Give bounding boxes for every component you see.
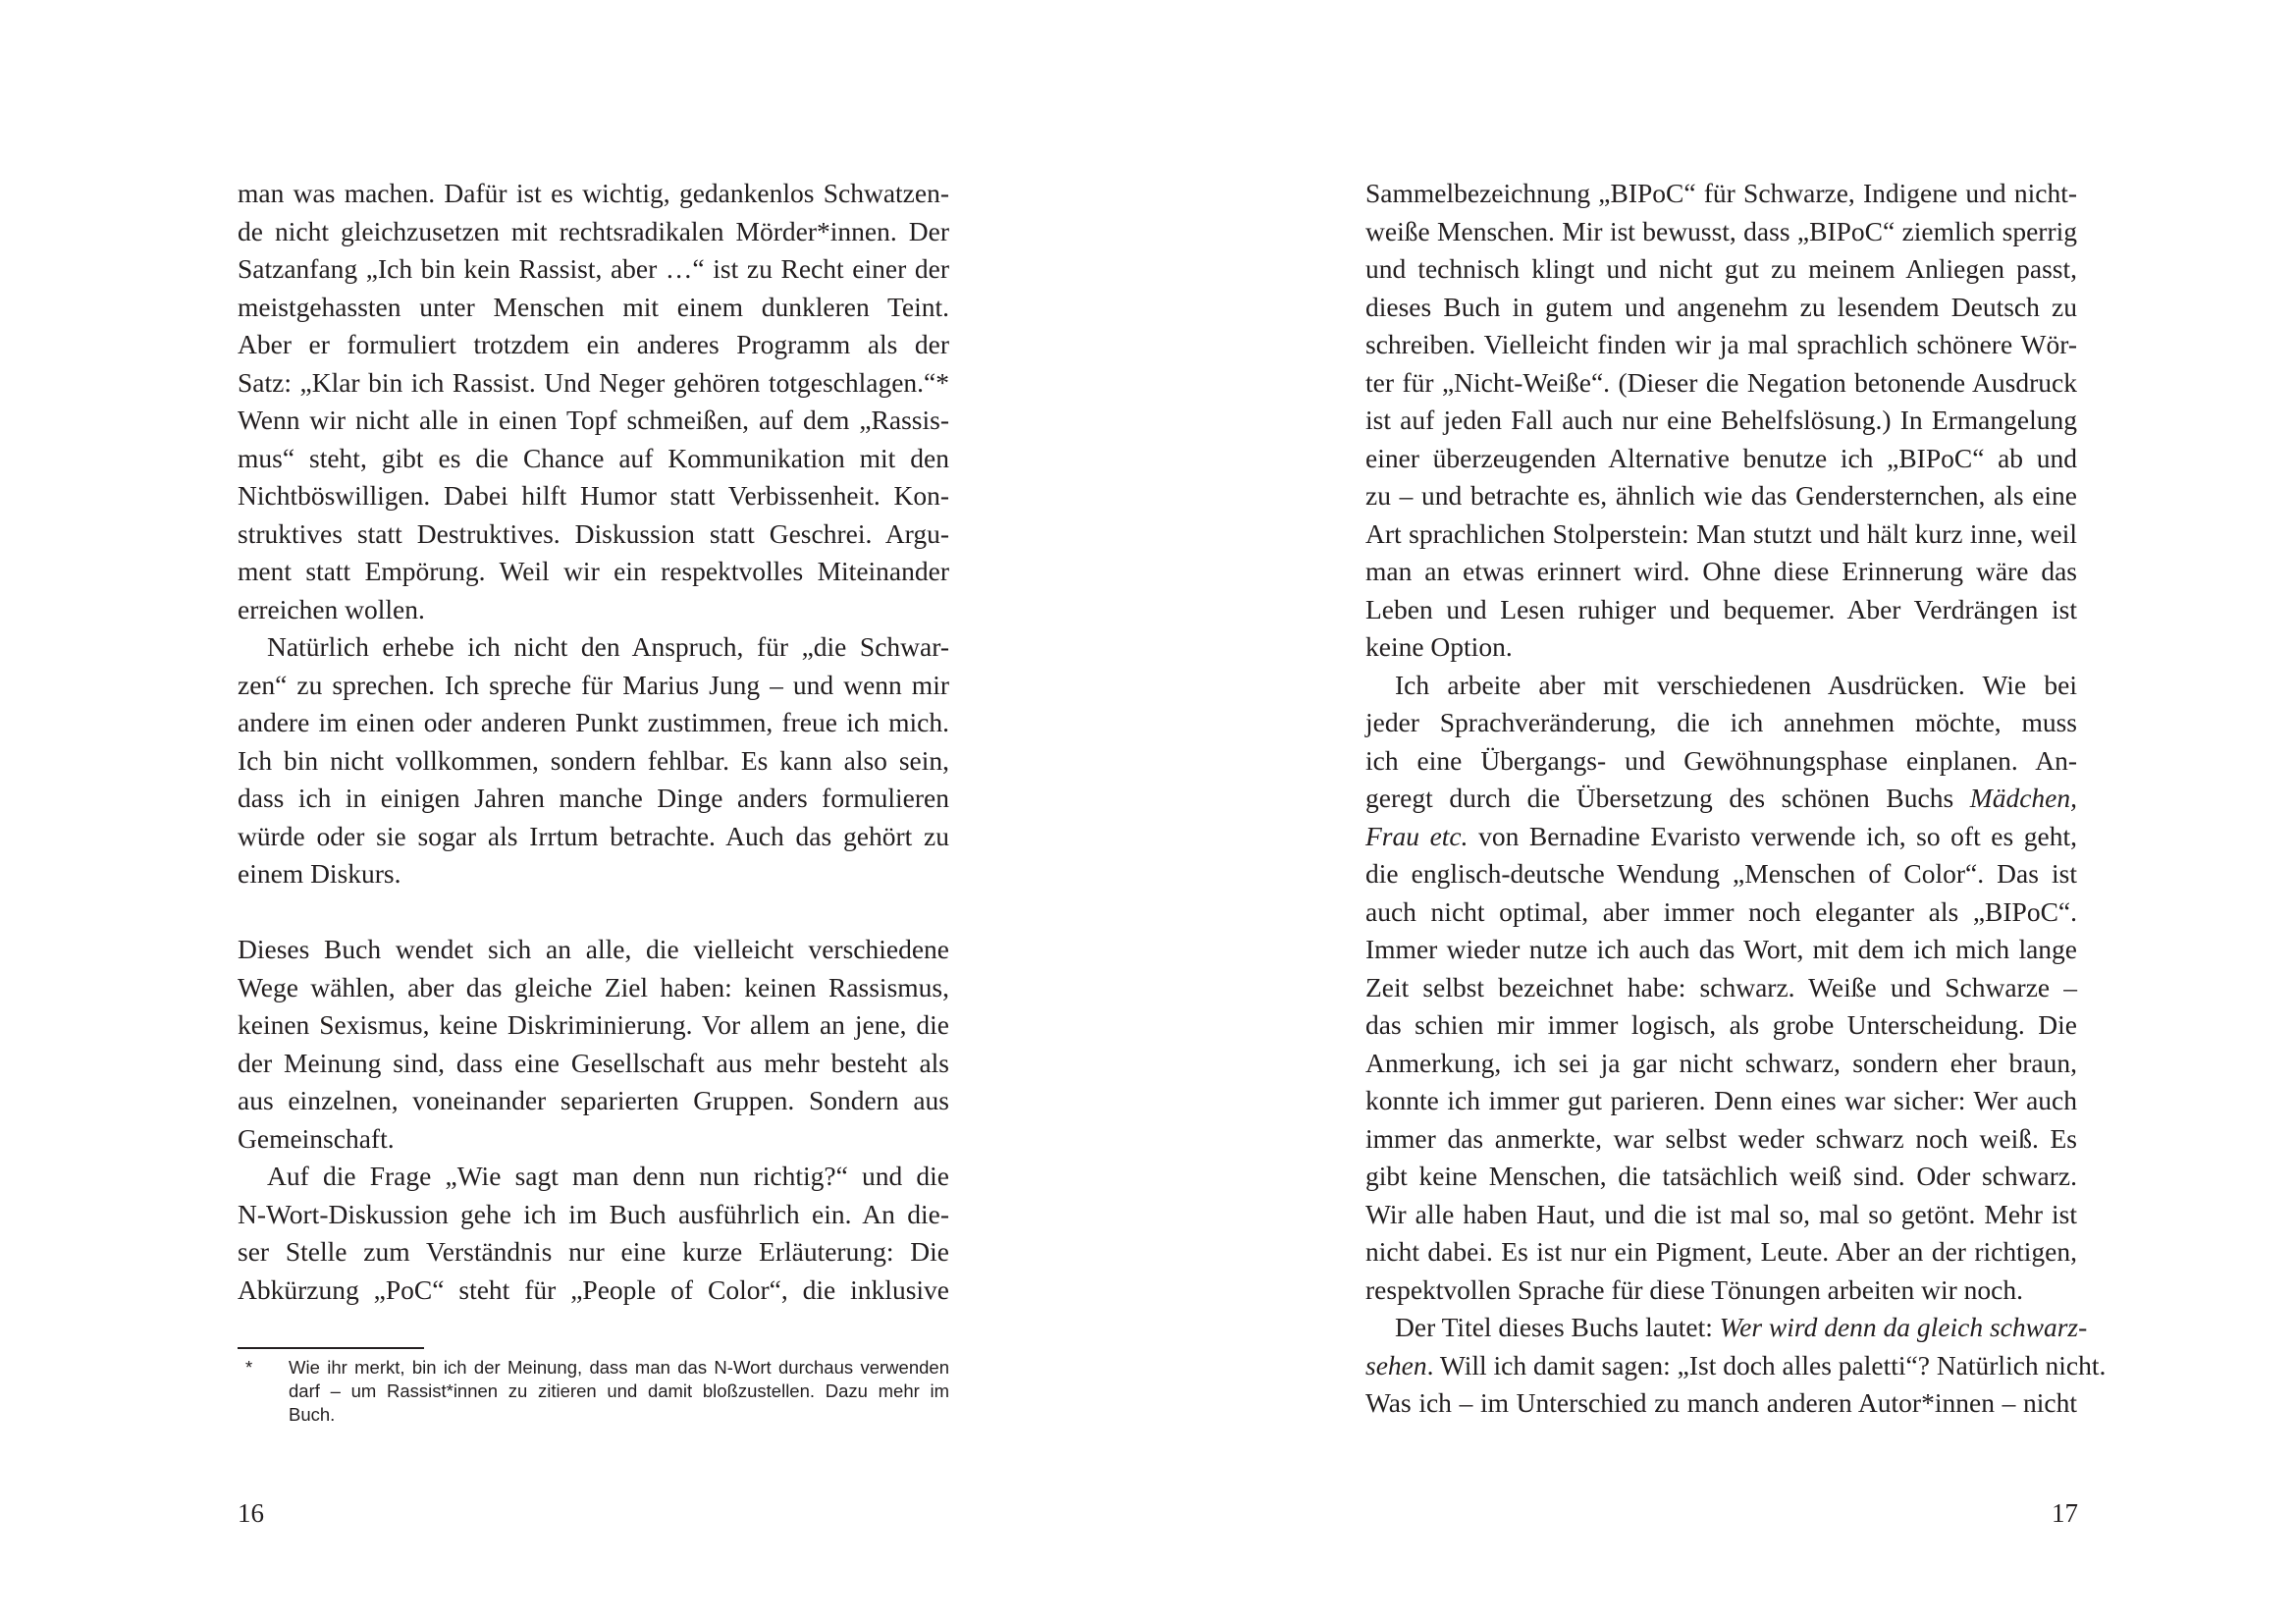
text-line: Zeit selbst bezeichnet habe: schwarz. Weiße und Schwarze – xyxy=(1365,971,2077,1002)
text-line: ich eine Übergangs- und Gewöhnungsphase einplanen. An- xyxy=(1365,744,2077,776)
footnote-mark: * xyxy=(245,1357,253,1378)
text-line: zen“ zu sprechen. Ich spreche für Marius Jung – und wenn mir xyxy=(238,669,949,700)
text-line: mus“ steht, gibt es die Chance auf Kommunikation mit den xyxy=(238,442,949,473)
text-line: das schien mir immer logisch, als grobe Unterscheidung. Die xyxy=(1365,1009,2077,1040)
text-line: dieses Buch in gutem und angenehm zu lesendem Deutsch zu xyxy=(1365,291,2077,322)
footnote-line: Buch. xyxy=(289,1404,336,1425)
text-line: keine Option. xyxy=(1365,631,1513,662)
text-line: man an etwas erinnert wird. Ohne diese Erinnerung wäre das xyxy=(1365,556,2077,586)
text-line: Wege wählen, aber das gleiche Ziel haben: keinen Rassismus, xyxy=(238,971,949,1002)
footnote xyxy=(238,1356,949,1427)
book-title-italic: Mädchen, xyxy=(1969,783,2077,813)
text-line: Was ich – im Unterschied zu manch anderen Autor*innen – nicht xyxy=(1365,1387,2077,1418)
text-line: Nichtböswilligen. Dabei hilft Humor statt Verbissenheit. Kon- xyxy=(238,480,949,511)
text-line: jeder Sprachveränderung, die ich annehmen möchte, muss xyxy=(1365,707,2077,737)
text-line: Art sprachlichen Stolperstein: Man stutzt und hält kurz inne, weil xyxy=(1365,517,2077,549)
text-line: Satzanfang „Ich bin kein Rassist, aber …“ ist zu Recht einer der xyxy=(238,253,949,284)
text-line: Dieses Buch wendet sich an alle, die vielleicht verschiedene xyxy=(238,934,949,964)
text-line: zu – und betrachte es, ähnlich wie das Gendersternchen, als eine xyxy=(1365,480,2077,511)
footnote-line: darf – um Rassist*innen zu zitieren und damit bloßzustellen. Dazu mehr im xyxy=(289,1380,949,1401)
text-line: Wenn wir nicht alle in einen Topf schmeißen, auf dem „Rassis- xyxy=(238,405,949,435)
text-line xyxy=(1365,1309,2088,1347)
text-line: würde oder sie sogar als Irrtum betrachte. Auch das gehört zu xyxy=(238,820,949,851)
text-line: Wir alle haben Haut, und die ist mal so, mal so getönt. Mehr ist xyxy=(1365,1198,2077,1229)
text-line: keinen Sexismus, keine Diskriminierung. Vor allem an jene, die xyxy=(238,1009,949,1040)
text-line: Ich arbeite aber mit verschiedenen Ausdrücken. Wie bei xyxy=(1395,669,2077,700)
text-line: einem Diskurs. xyxy=(238,858,401,889)
text-line: gibt keine Menschen, die tatsächlich weiß sind. Oder schwarz. xyxy=(1365,1161,2077,1191)
text-line: Natürlich erhebe ich nicht den Anspruch, für „die Schwar- xyxy=(267,631,949,662)
page-number: 17 xyxy=(2052,1498,2078,1528)
text-line: struktives statt Destruktives. Diskussion statt Geschrei. Argu- xyxy=(238,517,949,549)
text-line xyxy=(1365,780,2077,818)
text-line: ment statt Empörung. Weil wir ein respektvolles Miteinander xyxy=(238,556,949,586)
text-line: schreiben. Vielleicht finden wir ja mal sprachlich schönere Wör- xyxy=(1365,329,2077,359)
text-line: ist auf jeden Fall auch nur eine Behelfslösung.) In Ermangelung xyxy=(1365,405,2077,435)
text-line: aus einzelnen, voneinander separierten Gruppen. Sondern aus xyxy=(238,1085,949,1115)
footnote-text: Wie ihr merkt, bin ich der Meinung, dass man das N-Wort durchaus verwenden xyxy=(289,1357,949,1378)
text-line: nicht dabei. Es ist nur ein Pigment, Leute. Aber an der richtigen, xyxy=(1365,1236,2077,1267)
text-line: Abkürzung „PoC“ steht für „People of Color“, die inklusive xyxy=(238,1273,949,1305)
text-line: dass ich in einigen Jahren manche Dinge anders formulieren xyxy=(238,783,949,813)
text-line: Ich bin nicht vollkommen, sondern fehlbar. Es kann also sein, xyxy=(238,744,949,776)
book-title-italic: Frau etc. xyxy=(1365,820,1468,851)
text-segment: geregt durch die Übersetzung des schönen Buchs xyxy=(1365,783,1970,813)
text-line: der Meinung sind, dass eine Gesellschaft aus mehr besteht als xyxy=(238,1047,949,1078)
text-line: respektvollen Sprache für diese Tönungen arbeiten wir noch. xyxy=(1365,1273,2023,1305)
text-line: Gemeinschaft. xyxy=(238,1122,395,1154)
text-line xyxy=(1365,1347,2107,1385)
text-line: einer überzeugenden Alternative benutze ich „BIPoC“ ab und xyxy=(1365,442,2077,473)
text-line: Aber er formuliert trotzdem ein anderes Programm als der xyxy=(238,329,949,359)
text-line: Sammelbezeichnung „BIPoC“ für Schwarze, Indigene und nicht- xyxy=(1365,178,2077,208)
text-line: Auf die Frage „Wie sagt man denn nun richtig?“ und die xyxy=(267,1161,949,1191)
text-line: ter für „Nicht-Weiße“. (Dieser die Negation betonende Ausdruck xyxy=(1365,366,2077,398)
text-line: man was machen. Dafür ist es wichtig, gedankenlos Schwatzen- xyxy=(238,178,949,208)
text-line: N-Wort-Diskussion gehe ich im Buch ausführlich ein. An die- xyxy=(238,1198,949,1229)
text-line: Satz: „Klar bin ich Rassist. Und Neger gehören totgeschlagen.“* xyxy=(238,366,949,398)
text-line: Leben und Lesen ruhiger und bequemer. Aber Verdrängen ist xyxy=(1365,593,2077,624)
text-line: die englisch-deutsche Wendung „Menschen of Color“. Das ist xyxy=(1365,858,2077,889)
text-line xyxy=(1365,818,2077,856)
book-title-italic: sehen xyxy=(1365,1349,1427,1380)
text-line: konnte ich immer gut parieren. Denn eines war sicher: Wer auch xyxy=(1365,1085,2077,1115)
text-line: ser Stelle zum Verständnis nur eine kurze Erläuterung: Die xyxy=(238,1236,949,1267)
text-line: und technisch klingt und nicht gut zu meinem Anliegen passt, xyxy=(1365,253,2077,284)
left-page-body xyxy=(238,175,949,1309)
text-line: immer das anmerkte, war selbst weder schwarz noch weiß. Es xyxy=(1365,1122,2077,1154)
footnote-rule xyxy=(238,1347,424,1349)
footnote-line xyxy=(238,1356,949,1380)
text-line: weiße Menschen. Mir ist bewusst, dass „BIPoC“ ziemlich sperrig xyxy=(1365,215,2077,246)
text-line: Immer wieder nutze ich auch das Wort, mit dem ich mich lange xyxy=(1365,934,2077,964)
text-line: Anmerkung, ich sei ja gar nicht schwarz, sondern eher braun, xyxy=(1365,1047,2077,1078)
text-segment: . Will ich damit sagen: „Ist doch alles paletti“? Natürlich nicht. xyxy=(1426,1349,2107,1380)
right-page-body xyxy=(1365,175,2107,1423)
text-line: auch nicht optimal, aber immer noch eleganter als „BIPoC“. xyxy=(1365,895,2077,927)
page-number: 16 xyxy=(238,1498,264,1528)
right-page xyxy=(1148,0,2296,1624)
text-line: erreichen wollen. xyxy=(238,593,425,624)
book-title-italic: Wer wird denn da gleich schwarz- xyxy=(1719,1312,2088,1342)
text-line: meistgehassten unter Menschen mit einem dunkleren Teint. xyxy=(238,291,949,322)
text-line: de nicht gleichzusetzen mit rechtsradikalen Mörder*innen. Der xyxy=(238,215,949,246)
text-segment: Der Titel dieses Buchs lautet: xyxy=(1395,1312,1720,1342)
section-break xyxy=(238,893,949,932)
text-line: andere im einen oder anderen Punkt zustimmen, freue ich mich. xyxy=(238,707,949,737)
text-segment: von Bernadine Evaristo verwende ich, so oft es geht, xyxy=(1468,820,2077,851)
